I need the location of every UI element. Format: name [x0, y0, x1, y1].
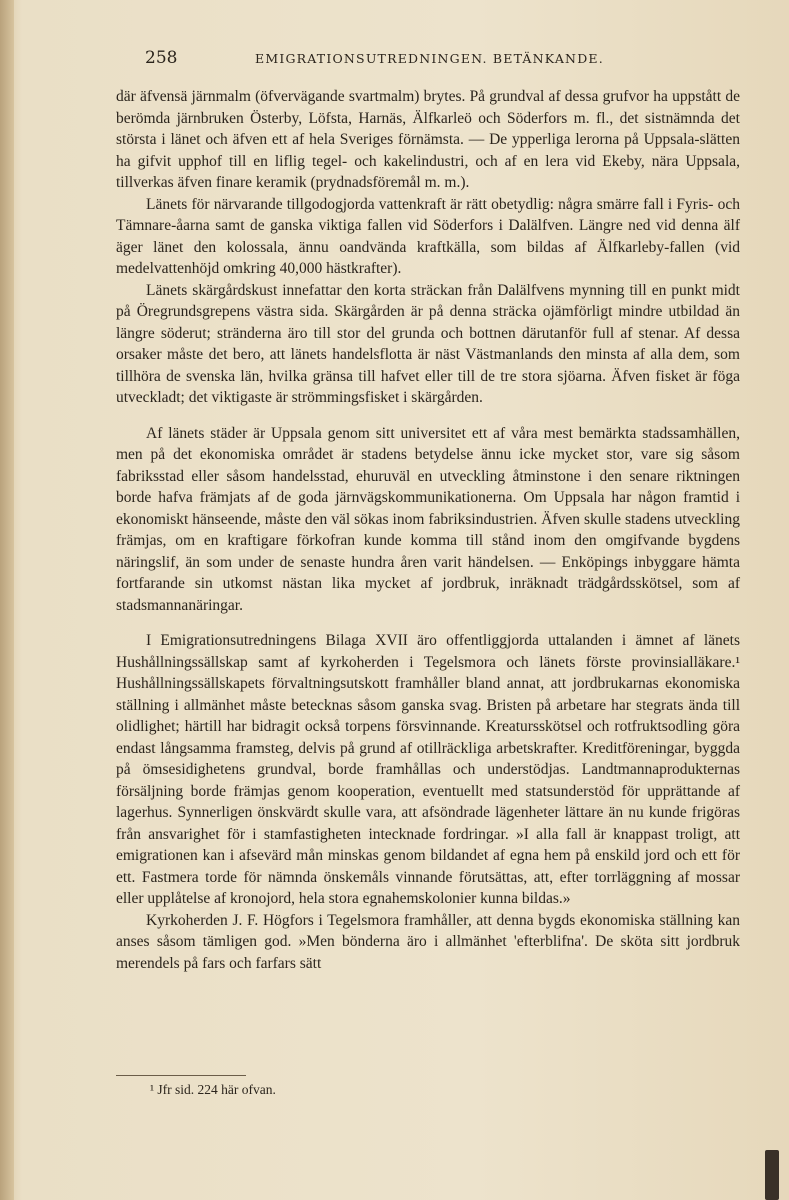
page-header — [145, 48, 735, 72]
page-number: 258 — [145, 48, 178, 68]
paragraph-5: I Emigrationsutredningens Bilaga XVII äro offentliggjorda uttalanden i ämnet af länets Hushållningssällskap samt af kyrkoherden i Tegelsmora och länets förste provinsialläkare.¹ Hushållningssällskapets förvaltningsutskott framhåller bland annat, att jordbrukarnas ekonomiska ställning i allmänhet måste betecknas såsom ganska svag. Bristen på arbetare har stegrats ända till olidlighet; härtill har bidragit också torpens försvinnande. Kreatursskötsel och rotfruktsodling göra endast långsamma framsteg, delvis på grund af otillräckliga arbetskrafter. Kreditföreningar, byggda på ömsesidighetens grundval, borde framhållas och understödjas. Landtmannaprodukternas försäljning borde främjas genom kooperation, eventuellt med statsunderstöd för upprättande af lagerhus. Synnerligen önskvärdt skulle vara, att afsöndrade lägenheter lättare än nu kunde frigöras från ansvarighet för i stamfastigheten intecknade fordringar. »I alla fall är knappast troligt, att emigrationen kan i afsevärd mån minskas genom bildandet af egna hem på enskild jord och ett för ett. Fastmera torde för nämnda önskemåls vinnande förutsättas, att, efter torrläggning af mossar eller upplåtelse af kronojord, hela stora egnahemskolonier kunna bildas.» — [116, 632, 740, 907]
footnote: ¹ Jfr sid. 224 här ofvan. — [150, 1082, 276, 1097]
footnote-rule — [116, 1075, 246, 1076]
paragraph-1: där äfvensä järnmalm (öfvervägande svartmalm) brytes. På grundval af dessa grufvor ha uppstått de berömda järnbruken Österby, Löfsta, Harnäs, Älfkarleö och Söderfors m. fl., det sistnämnda det största i länet och äfven ett af hela Sveriges förnämsta. — De ypperliga lerorna på Uppsala-slätten ha gifvit upphof till en liflig tegel- och kakelindustri, och af en lera vid Ekeby, nära Uppsala, tillverkas äfven finare keramik (prydnadsföremål m. m.). — [116, 88, 740, 191]
paragraph-2: Länets för närvarande tillgodogjorda vattenkraft är rätt obetydlig: några smärre fall i Fyris- och Tämnare-åarna samt de ganska viktiga fallen vid Söderfors i Dalälfven. Längre ned vid denna älf äger länet den kolossala, ännu oandvända kraftkälla, som bildas af Älfkarleby-fallen (vid medelvattenhöjd omkring 40,000 hästkrafter). — [116, 195, 740, 277]
body-text — [116, 86, 740, 974]
book-gutter — [0, 0, 14, 1200]
paragraph-4: Af länets städer är Uppsala genom sitt universitet ett af våra mest bemärkta stadssamhällen, men på det ekonomiska området är stadens betydelse ännu icke mycket stor, vare sig såsom fabriksstad eller såsom handelsstad, ehuruväl en utveckling åtminstone i den senare riktningen borde hafva främjats af de goda järnvägskommunikationerna. Om Uppsala har någon framtid i ekonomiskt hänseende, måste den väl sökas inom fabriksindustrien. Äfven skulle stadens utveckling främjas, om en kraftigare förkofran kunde komma till stånd inom den omgifvande bygdens näringslif, än som under de senaste hundra åren varit händelsen. — Enköpings inbyggare hämta fortfarande sin utkomst nästan lika mycket af jordbruk, inräknadt trädgårdsskötsel, som af stadsmannanäringar. — [116, 424, 740, 614]
binder-clip — [765, 1150, 779, 1200]
paragraph-3: Länets skärgårdskust innefattar den korta sträckan från Dalälfvens mynning till en punkt midt på Öregrundsgrepens västra sida. Skärgården är på denna sträcka ojämförligt mindre utbildad än längre söderut; stränderna äro till stor del grunda och bottnen därutanför full af stenar. Af dessa orsaker måste det bero, att länets handelsflotta är näst Västmanlands den minsta af alla dem, som tillhöra de svenska län, hvilka gränsa till hafvet eller till de tre stora sjöarna. Äfven fisket är föga utveckladt; det viktigaste är strömmingsfisket i skärgården. — [116, 281, 740, 406]
running-title: EMIGRATIONSUTREDNINGEN. BETÄNKANDE. — [255, 51, 604, 66]
paragraph-6: Kyrkoherden J. F. Högfors i Tegelsmora framhåller, att denna bygds ekonomiska ställning kan anses såsom tämligen god. »Men bönderna äro i allmänhet 'efterblifna'. De sköta sitt jordbruk merendels på fars och farfars sätt — [116, 911, 740, 972]
